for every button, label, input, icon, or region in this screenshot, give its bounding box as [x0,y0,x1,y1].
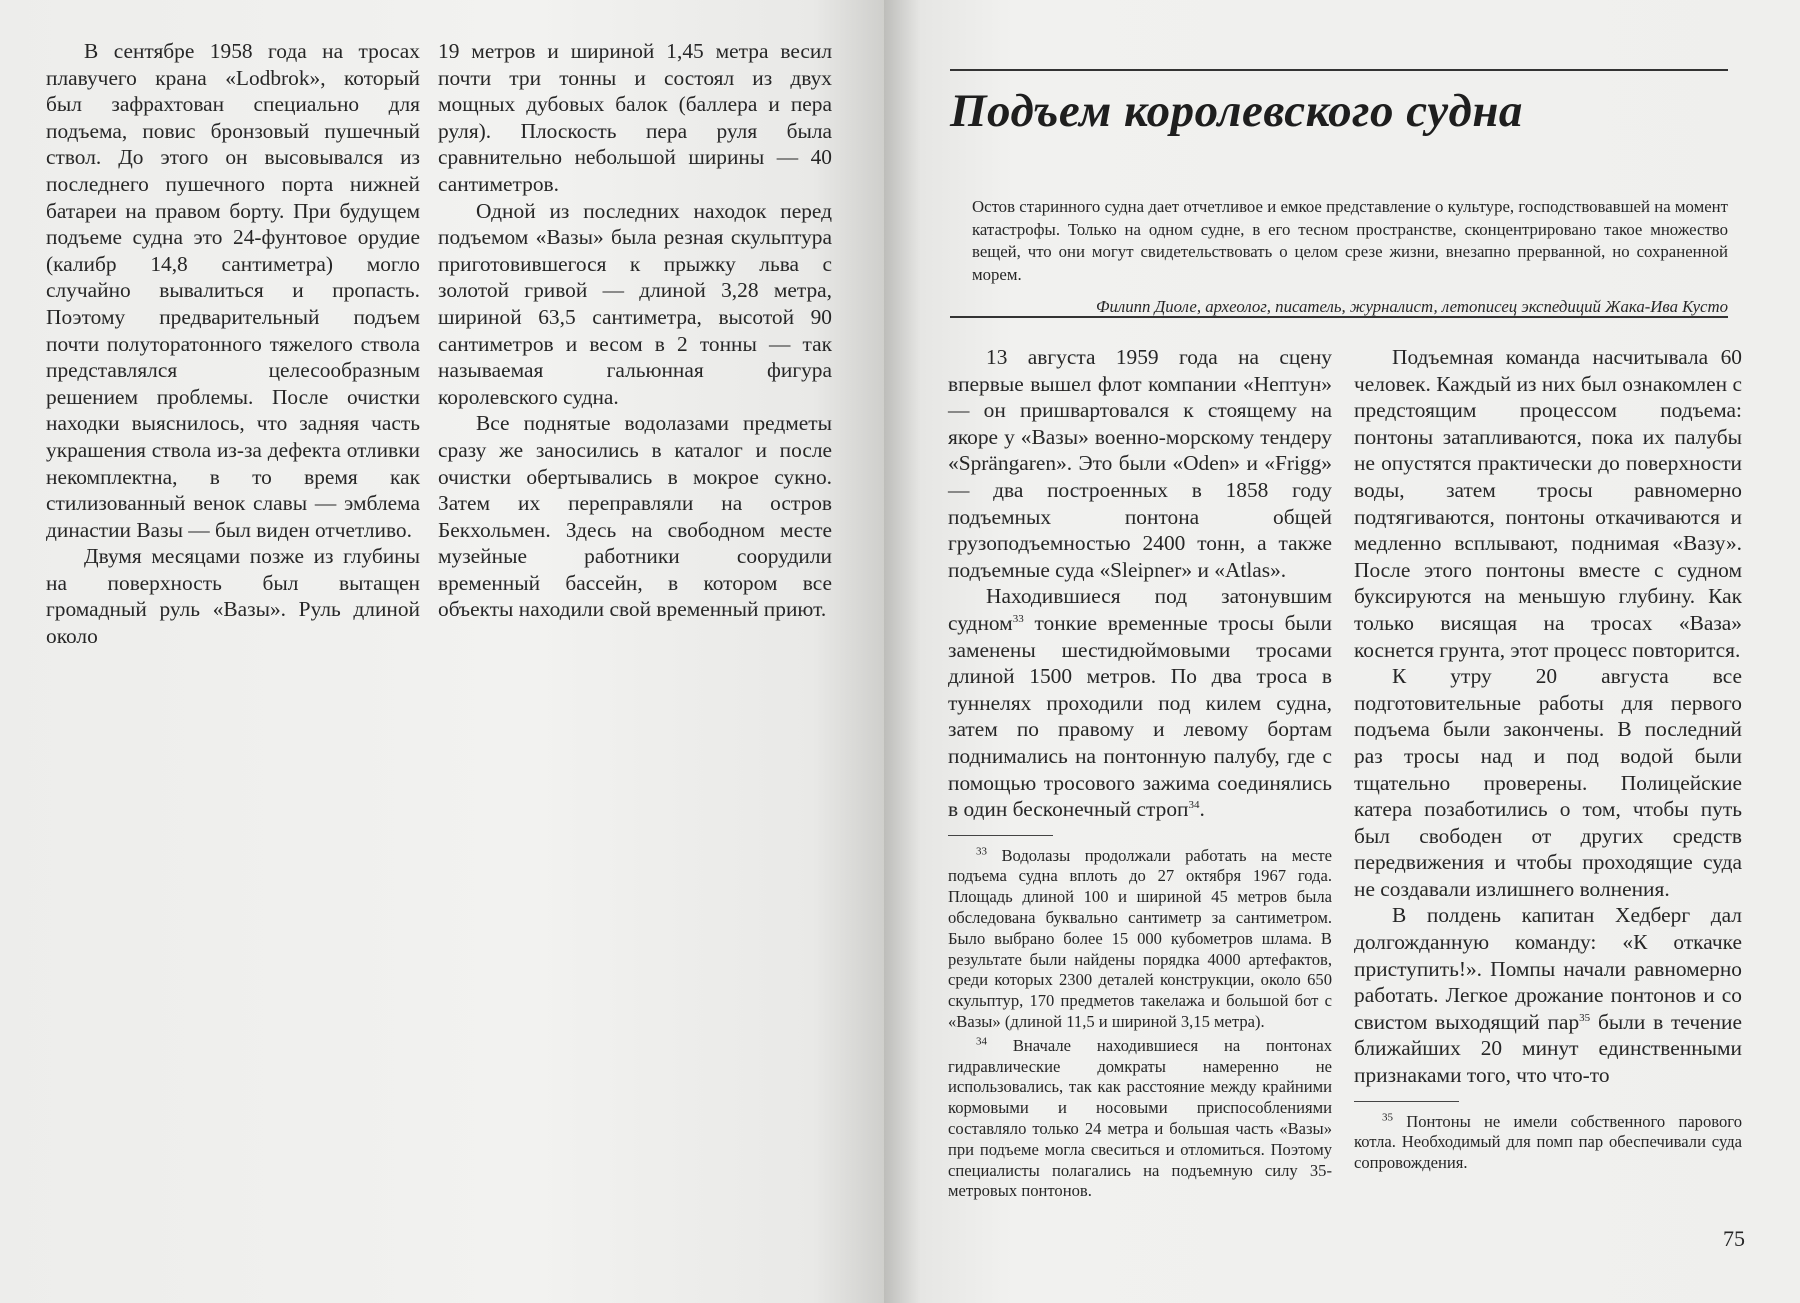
paragraph [1354,902,1742,1088]
paragraph: Все поднятые водолазами предметы сразу же заносились в каталог и после очистки обертывались в мокрое сукно. Затем их переправляли на остров Бекхольмен. Здесь на свободном месте музейные работники соорудили временный бассейн, в котором все объекты находили свой временный приют. [438,411,832,622]
footnote-rule [948,835,1053,836]
right-column-2 [1354,344,1742,1177]
footnote-33 [948,846,1332,1033]
paragraph-text: . [1199,797,1205,822]
footnote-number: 34 [976,1035,987,1048]
paragraph [948,583,1332,822]
paragraph-text: В полдень капитан Хедберг дал долгожданную команду: «К откачке приступить!». Помпы начали равномерно работать. Легкое дрожание понтонов и со свистом выходящий пар [1354,903,1742,1034]
paragraph: 13 августа 1959 года на сцену впервые вышел флот компании «Нептун» — он пришвартовался к стоящему на якоре у «Вазы» военно-морскому тендеру «Sprängaren». Это были «Oden» и «Frigg» — два построенных в 1858 году подъемных понтона общей грузоподъемностью 2400 тонн, а также подъемные суда «Sleipner» и «Atlas». [948,345,1332,582]
paragraph-text: Находившиеся под затонувшим судном [948,584,1332,635]
footnote-34 [948,1036,1332,1202]
chapter-title: Подъем королевского судна [950,85,1523,137]
epigraph-text: Остов старинного судна дает отчетливое и емкое представление о культуре, господствовавшей на момент катастрофы. Только на одном судне, в его тесном пространстве, сконцентрировано такое множество вещей, что они могут свидетельствовать о целом срезе жизни, внезапно прерванной, но сохраненной морем. [972,197,1728,284]
footnote-ref: 35 [1579,1011,1591,1024]
paragraph: 19 метров и шириной 1,45 метра весил почти три тонны и состоял из двух мощных дубовых балок (баллера и пера руля). Плоскость пера руля была сравнительно небольшой ширины — 40 сантиметров. [438,39,832,196]
right-column-1 [948,344,1332,1205]
footnote-ref: 33 [1012,612,1024,625]
left-column-2 [438,38,832,623]
footnote-rule [1354,1101,1459,1102]
footnote-text: Вначале находившиеся на понтонах гидравлические домкраты намеренно не использовались, так как расстояние между крайними кормовыми и носовыми приспособлениями составляло только 24 метра и большая часть «Вазы» при подъеме могла свеситься и отломиться. Поэтому специалисты полагались на подъемную силу 35-метровых понтонов. [948,1035,1332,1201]
epigraph-source: Филипп Диоле, археолог, писатель, журналист, летописец экспедиций Жака-Ива Кусто [1096,297,1728,317]
paragraph: Одной из последних находок перед подъемом «Вазы» была резная скульптура приготовившегося к прыжку льва с золотой гривой — длиной 3,28 метра, шириной 63,5 сантиметра, высотой 90 сантиметров и весом в 2 тонны — так называемая гальюнная фигура королевского судна. [438,198,832,409]
footnotes [1354,1112,1742,1174]
footnote-number: 33 [976,845,987,858]
epigraph [972,196,1728,319]
paragraph-text: были в течение ближайших 20 минут единственными признаками того, что что-то [1354,1009,1742,1088]
left-column-1 [46,38,420,650]
epigraph-bottom-rule [950,316,1728,318]
paragraph: В сентябре 1958 года на тросах плавучего крана «Lodbrok», который был зафрахтован специально для подъема, повис бронзовый пушечный ствол. До этого он высовывался из последнего пушечного порта нижней батареи на правом борту. При будущем подъеме судна это 24-фунтовое орудие (калибр 14,8 сантиметра) могло случайно вывалиться и пропасть. Поэтому предварительный подъем почти полуторатонного тяжелого ствола представлялся целесообразным решением проблемы. После очистки находки выяснилось, что задняя часть украшения ствола из-за дефекта отливки некомплектна, в то время как стилизованный венок славы — эмблема династии Вазы — был виден отчетливо. [46,39,420,542]
footnotes [948,846,1332,1203]
paragraph: Двумя месяцами позже из глубины на поверхность был вытащен громадный руль «Вазы». Руль длиной около [46,544,420,649]
paragraph: К утру 20 августа все подготовительные работы для первого подъема были закончены. В последний раз тросы над и под водой были тщательно проверены. Полицейские катера позаботились о том, чтобы путь был свободен от других средств передвижения и чтобы проходящие суда не создавали излишнего волнения. [1354,664,1742,901]
title-top-rule [950,69,1728,71]
footnote-text: Водолазы продолжали работать на месте подъема судна вплоть до 27 октября 1967 года. Площадь длиной 100 и шириной 45 метров была обследована буквально сантиметр за сантиметром. Было выбрано более 15 000 кубометров шлама. В результате были найдены порядка 4000 артефактов, среди которых 2300 деталей конструкции, около 650 скульптур, 170 предметов такелажа и большой бот с «Вазы» (длиной 11,5 и шириной 3,15 метра). [948,845,1332,1032]
footnote-ref: 34 [1188,798,1200,811]
footnote-number: 35 [1382,1111,1393,1124]
left-page [0,0,884,1303]
footnote-text: Понтоны не имели собственного парового котла. Необходимый для помп пар обеспечивали суда сопровождения. [1354,1111,1742,1173]
paragraph-text: тонкие временные тросы были заменены шестидюймовыми тросами длиной 1500 метров. По два троса в туннелях проходили под килем судна, затем по правому и левому бортам поднимались на понтонную палубу, где с помощью тросового зажима соединялись в один бесконечный строп [948,610,1332,822]
footnote-35 [1354,1112,1742,1174]
page-number: 75 [1723,1226,1745,1251]
paragraph: Подъемная команда насчитывала 60 человек. Каждый из них был ознакомлен с предстоящим процессом подъема: понтоны затапливаются, пока их палубы не опустятся практически до поверхности воды, затем тросы равномерно подтягиваются, понтоны откачиваются и медленно всплывают, поднимая «Вазу». После этого понтоны вместе с судном буксируются на меньшую глубину. Как только висящая на тросах «Ваза» коснется грунта, этот процесс повторится. [1354,345,1742,662]
